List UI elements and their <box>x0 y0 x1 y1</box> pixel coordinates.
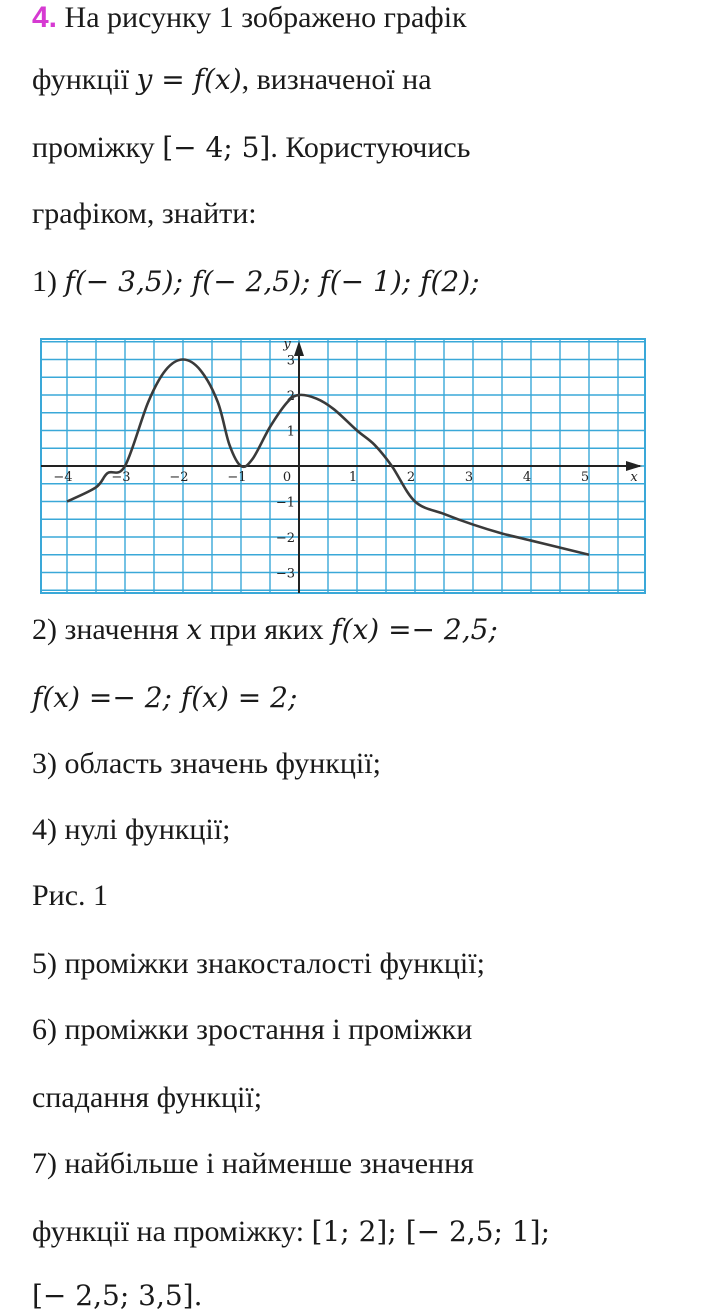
task-item-1 <box>32 264 480 300</box>
intro-text-2b: , визначеної на <box>241 63 432 96</box>
task-item-2-cont <box>32 680 297 716</box>
x-tick-label: 3 <box>464 470 474 485</box>
item-1-expression: f(− 3,5); f(− 2,5); f(− 1); f(2); <box>64 265 480 298</box>
task-item-6 <box>32 1012 472 1048</box>
problem-number: 4. <box>32 1 58 34</box>
y-tick-label: 3 <box>286 353 295 369</box>
problem-intro-line-3 <box>32 130 470 166</box>
x-axis-label: x <box>630 470 638 485</box>
item-2-label: 2) значення <box>32 613 179 646</box>
x-tick-label: 0 <box>282 470 292 485</box>
intro-text-3b: . Користуючись <box>270 131 471 164</box>
y-axis-arrow <box>294 341 304 356</box>
task-item-6-cont <box>32 1080 262 1116</box>
task-item-5 <box>32 946 485 982</box>
x-tick-label: 5 <box>580 470 590 485</box>
y-tick-label: −1 <box>275 495 295 511</box>
item-5-text: 5) проміжки знакосталості функції; <box>32 947 485 980</box>
item-7-text-a: 7) найбільше і найменше значення <box>32 1147 474 1180</box>
intro-text-3a: проміжку <box>32 131 155 164</box>
y-tick-label: −3 <box>275 566 295 582</box>
task-item-3 <box>32 746 381 782</box>
function-notation: y = f(x) <box>136 63 242 96</box>
figure-caption <box>32 878 108 914</box>
problem-intro-line-1 <box>32 0 467 36</box>
item-2-variable: x <box>186 613 203 646</box>
task-item-2 <box>32 612 498 648</box>
task-item-7-cont-2 <box>32 1278 203 1314</box>
item-6-text-b: спадання функції; <box>32 1081 263 1114</box>
y-axis-label: y <box>283 338 291 352</box>
item-2-text: при яких <box>209 613 324 646</box>
item-4-text: 4) нулі функції; <box>32 813 231 846</box>
x-tick-label: 1 <box>348 470 358 485</box>
item-2-expression-2: f(x) =− 2; f(x) = 2; <box>32 681 298 714</box>
y-tick-label: 2 <box>286 389 295 404</box>
x-tick-label: −4 <box>53 470 73 485</box>
caption-text: Рис. 1 <box>32 879 109 912</box>
item-1-label: 1) <box>32 265 57 298</box>
item-7-intervals-1: [1; 2]; [− 2,5; 1]; <box>311 1215 551 1248</box>
y-tick-label: −2 <box>275 531 295 546</box>
item-6-text-a: 6) проміжки зростання і проміжки <box>32 1013 473 1046</box>
x-tick-label: 2 <box>406 470 416 485</box>
intro-text-1: На рисунку 1 зображено графік <box>64 1 467 34</box>
problem-intro-line-2 <box>32 62 432 98</box>
item-7-intervals-2: [− 2,5; 3,5]. <box>32 1279 203 1312</box>
task-item-7-cont <box>32 1214 550 1250</box>
domain-interval: [− 4; 5] <box>162 131 271 164</box>
function-graph <box>40 338 646 594</box>
item-2-expression-1: f(x) =− 2,5; <box>331 613 498 646</box>
x-tick-label: 4 <box>522 470 532 485</box>
x-tick-label: −3 <box>111 470 131 485</box>
x-tick-label: −2 <box>169 470 189 485</box>
y-tick-label: 1 <box>286 424 295 440</box>
item-3-text: 3) область значень функції; <box>32 747 381 780</box>
item-7-text-b: функції на проміжку: <box>32 1215 305 1248</box>
intro-text-2a: функції <box>32 63 130 96</box>
intro-text-4: графіком, знайти: <box>32 197 257 230</box>
task-item-7 <box>32 1146 474 1182</box>
x-tick-label: −1 <box>227 470 247 485</box>
task-item-4 <box>32 812 230 848</box>
problem-intro-line-4 <box>32 196 257 232</box>
